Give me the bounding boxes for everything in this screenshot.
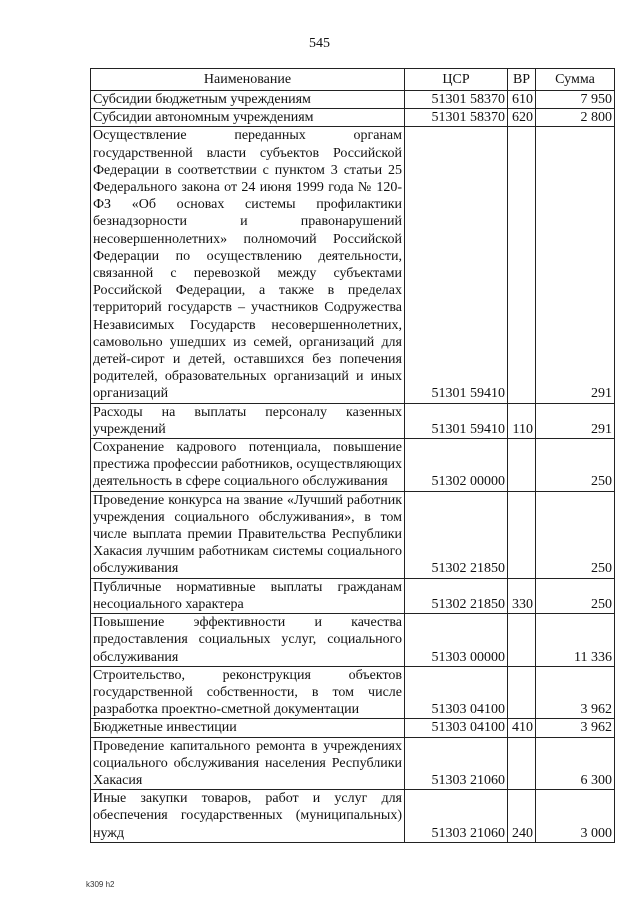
row-csr: 51302 21850 bbox=[405, 578, 508, 613]
row-name: Проведение капитального ремонта в учреждениях социального обслуживания населения Республики Хакасия bbox=[91, 737, 405, 790]
header-name: Наименование bbox=[91, 69, 405, 91]
row-vr: 330 bbox=[508, 578, 536, 613]
row-name: Проведение конкурса на звание «Лучший работник учреждения социального обслуживания», в том числе выплата премии Правительства Республики Хакасия лучшим работникам системы социального обслуживания bbox=[91, 491, 405, 578]
table-row bbox=[91, 127, 615, 403]
row-csr: 51303 04100 bbox=[405, 666, 508, 719]
table-row bbox=[91, 91, 615, 109]
table-header-row bbox=[91, 69, 615, 91]
table-row bbox=[91, 790, 615, 843]
row-sum: 11 336 bbox=[536, 614, 615, 667]
header-csr: ЦСР bbox=[405, 69, 508, 91]
row-csr: 51301 59410 bbox=[405, 403, 508, 438]
row-vr bbox=[508, 666, 536, 719]
row-sum: 250 bbox=[536, 439, 615, 492]
row-name: Сохранение кадрового потенциала, повышение престижа профессии работников, осуществляющих деятельность в сфере социального обслуживания bbox=[91, 439, 405, 492]
table-body bbox=[91, 91, 615, 843]
row-csr: 51302 21850 bbox=[405, 491, 508, 578]
row-name: Расходы на выплаты персоналу казенных учреждений bbox=[91, 403, 405, 438]
header-sum: Сумма bbox=[536, 69, 615, 91]
row-sum: 7 950 bbox=[536, 91, 615, 109]
row-sum: 291 bbox=[536, 127, 615, 403]
budget-table bbox=[90, 68, 615, 843]
row-sum: 250 bbox=[536, 491, 615, 578]
row-name: Субсидии автономным учреждениям bbox=[91, 109, 405, 127]
footer-code: k309 h2 bbox=[86, 880, 115, 889]
table-row bbox=[91, 491, 615, 578]
table-row bbox=[91, 439, 615, 492]
row-vr bbox=[508, 491, 536, 578]
row-sum: 2 800 bbox=[536, 109, 615, 127]
header-vr: ВР bbox=[508, 69, 536, 91]
row-name: Бюджетные инвестиции bbox=[91, 719, 405, 737]
table-row bbox=[91, 578, 615, 613]
row-sum: 3 000 bbox=[536, 790, 615, 843]
table-row bbox=[91, 109, 615, 127]
row-vr bbox=[508, 737, 536, 790]
row-sum: 3 962 bbox=[536, 666, 615, 719]
row-vr: 240 bbox=[508, 790, 536, 843]
table-row bbox=[91, 737, 615, 790]
row-sum: 291 bbox=[536, 403, 615, 438]
row-vr: 410 bbox=[508, 719, 536, 737]
row-name: Осуществление переданных органам государственной власти субъектов Российской Федерации в соответствии с пунктом 3 статьи 25 Федерального закона от 24 июня 1999 года № 120-ФЗ «Об основах системы профилактики безнадзорности и правонарушений несовершеннолетних» полномочий Российской Федерации по осуществлению деятельности, связанной с перевозкой между субъектами Российской Федерации, а также в пределах территорий государств – участников Содружества Независимых Государств несовершеннолетних, самовольно ушедших из семей, организаций для детей-сирот и детей, оставшихся без попечения родителей, образовательных организаций и иных организаций bbox=[91, 127, 405, 403]
row-csr: 51301 58370 bbox=[405, 91, 508, 109]
row-sum: 250 bbox=[536, 578, 615, 613]
row-vr bbox=[508, 614, 536, 667]
row-csr: 51301 58370 bbox=[405, 109, 508, 127]
row-sum: 6 300 bbox=[536, 737, 615, 790]
page-number: 545 bbox=[309, 36, 330, 51]
row-vr: 610 bbox=[508, 91, 536, 109]
table-row bbox=[91, 614, 615, 667]
table-row bbox=[91, 403, 615, 438]
row-csr: 51303 21060 bbox=[405, 737, 508, 790]
row-name: Иные закупки товаров, работ и услуг для обеспечения государственных (муниципальных) нужд bbox=[91, 790, 405, 843]
row-name: Повышение эффективности и качества предоставления социальных услуг, социального обслуживания bbox=[91, 614, 405, 667]
row-name: Субсидии бюджетным учреждениям bbox=[91, 91, 405, 109]
row-vr: 110 bbox=[508, 403, 536, 438]
row-csr: 51303 21060 bbox=[405, 790, 508, 843]
row-sum: 3 962 bbox=[536, 719, 615, 737]
table-row bbox=[91, 666, 615, 719]
table-row bbox=[91, 719, 615, 737]
row-vr: 620 bbox=[508, 109, 536, 127]
row-csr: 51303 00000 bbox=[405, 614, 508, 667]
row-name: Строительство, реконструкция объектов государственной собственности, в том числе разработка проектно-сметной документации bbox=[91, 666, 405, 719]
row-vr bbox=[508, 127, 536, 403]
row-name: Публичные нормативные выплаты гражданам несоциального характера bbox=[91, 578, 405, 613]
row-csr: 51303 04100 bbox=[405, 719, 508, 737]
row-vr bbox=[508, 439, 536, 492]
row-csr: 51301 59410 bbox=[405, 127, 508, 403]
row-csr: 51302 00000 bbox=[405, 439, 508, 492]
